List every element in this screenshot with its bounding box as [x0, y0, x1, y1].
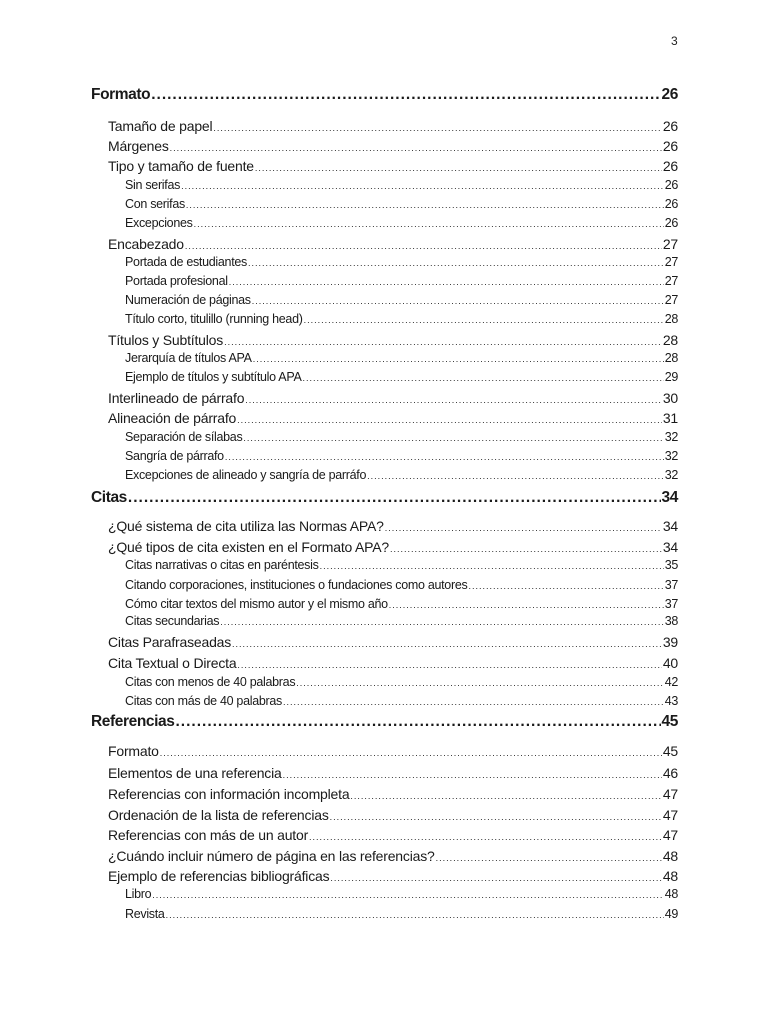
toc-dot-leader: [436, 853, 662, 863]
toc-entry-level-3[interactable]: [125, 907, 678, 921]
toc-dot-leader: [304, 315, 664, 325]
toc-dot-leader: [283, 770, 662, 780]
toc-entry-title: Citas narrativas o citas en paréntesis: [125, 558, 319, 572]
toc-entry-page-number: 38: [664, 614, 678, 628]
toc-entry-level-3[interactable]: [125, 293, 678, 307]
toc-entry-level-2[interactable]: [108, 332, 678, 348]
toc-entry-title: Sangría de párrafo: [125, 449, 224, 463]
toc-dot-leader: [248, 258, 664, 268]
toc-entry-title: Referencias: [91, 713, 175, 730]
toc-entry-title: Títulos y Subtítulos: [108, 332, 224, 348]
toc-entry-page-number: 35: [664, 558, 678, 572]
toc-entry-title: Libro: [125, 887, 152, 901]
toc-entry-level-2[interactable]: [108, 868, 678, 884]
toc-entry-page-number: 47: [662, 786, 678, 802]
toc-entry-page-number: 32: [664, 449, 678, 463]
toc-entry-level-3[interactable]: [125, 351, 678, 365]
toc-entry-page-number: 40: [662, 655, 678, 671]
toc-entry-title: Sin serifas: [125, 178, 181, 192]
toc-dot-leader: [237, 415, 662, 425]
toc-entry-level-2[interactable]: [108, 158, 678, 174]
toc-entry-title: Citas Parafraseadas: [108, 634, 232, 650]
toc-dot-leader: [194, 219, 664, 229]
toc-entry-page-number: 27: [664, 255, 678, 269]
toc-entry-title: Citas con menos de 40 palabras: [125, 675, 296, 689]
toc-dot-leader: [170, 143, 662, 153]
toc-entry-page-number: 28: [664, 312, 678, 326]
toc-entry-level-3[interactable]: [125, 675, 678, 689]
toc-dot-leader: [245, 395, 662, 405]
toc-entry-page-number: 29: [664, 370, 678, 384]
toc-entry-title: Interlineado de párrafo: [108, 390, 245, 406]
toc-entry-level-3[interactable]: [125, 216, 678, 230]
toc-entry-level-3[interactable]: [125, 578, 678, 592]
toc-dot-leader: [152, 890, 663, 900]
toc-entry-page-number: 26: [664, 178, 678, 192]
toc-entry-title: Ordenación de la lista de referencias: [108, 807, 329, 823]
toc-entry-level-2[interactable]: [108, 655, 678, 671]
toc-dot-leader: [186, 200, 664, 210]
toc-entry-level-2[interactable]: [108, 807, 678, 823]
toc-entry-page-number: 34: [662, 539, 678, 555]
toc-entry-level-3[interactable]: [125, 430, 678, 444]
toc-entry-page-number: 26: [662, 158, 678, 174]
toc-dot-leader: [367, 471, 664, 481]
toc-entry-title: Numeración de páginas: [125, 293, 251, 307]
toc-entry-level-1[interactable]: [91, 489, 678, 507]
toc-dot-leader: [255, 163, 662, 173]
toc-dot-leader: [232, 639, 662, 649]
toc-entry-title: Portada de estudiantes: [125, 255, 247, 269]
toc-entry-title: Tamaño de papel: [108, 118, 213, 134]
toc-entry-page-number: 45: [661, 713, 678, 730]
toc-dot-leader: [229, 277, 664, 287]
toc-entry-page-number: 30: [662, 390, 678, 406]
toc-entry-title: Excepciones: [125, 216, 193, 230]
toc-entry-level-2[interactable]: [108, 827, 678, 843]
toc-entry-page-number: 27: [664, 293, 678, 307]
toc-dot-leader: [243, 433, 663, 443]
toc-entry-page-number: 43: [664, 694, 678, 708]
toc-entry-title: Tipo y tamaño de fuente: [108, 158, 254, 174]
toc-entry-level-3[interactable]: [125, 614, 678, 628]
toc-entry-level-3[interactable]: [125, 597, 678, 611]
toc-entry-title: Separación de sílabas: [125, 430, 243, 444]
toc-entry-title: Título corto, titulillo (running head): [125, 312, 303, 326]
toc-entry-page-number: 48: [664, 887, 678, 901]
toc-entry-page-number: 32: [664, 430, 678, 444]
page-number: 3: [671, 34, 678, 48]
toc-dot-leader: [385, 523, 662, 533]
toc-entry-level-2[interactable]: [108, 848, 678, 864]
toc-entry-level-3[interactable]: [125, 468, 678, 482]
toc-dot-leader: [302, 373, 663, 383]
toc-entry-page-number: 32: [664, 468, 678, 482]
toc-dot-leader: [220, 617, 663, 627]
toc-entry-page-number: 42: [664, 675, 678, 689]
toc-dot-leader: [320, 561, 664, 571]
toc-entry-level-2[interactable]: [108, 410, 678, 426]
toc-entry-page-number: 39: [662, 634, 678, 650]
toc-entry-title: Formato: [108, 743, 159, 759]
toc-dot-leader: [253, 354, 664, 364]
toc-dot-leader: [389, 600, 664, 610]
toc-dot-leader: [128, 489, 661, 507]
toc-entry-page-number: 28: [664, 351, 678, 365]
toc-entry-page-number: 46: [662, 765, 678, 781]
toc-entry-page-number: 34: [661, 489, 678, 506]
toc-entry-level-3[interactable]: [125, 197, 678, 211]
toc-entry-level-2[interactable]: [108, 138, 678, 154]
toc-entry-page-number: 27: [664, 274, 678, 288]
toc-entry-level-3[interactable]: [125, 274, 678, 288]
toc-entry-level-2[interactable]: [108, 236, 678, 252]
toc-entry-page-number: 26: [664, 216, 678, 230]
toc-entry-level-2[interactable]: [108, 518, 678, 534]
toc-dot-leader: [185, 241, 662, 251]
toc-entry-title: ¿Qué sistema de cita utiliza las Normas APA?: [108, 518, 384, 534]
toc-entry-title: Cita Textual o Directa: [108, 655, 237, 671]
toc-entry-title: Ejemplo de títulos y subtítulo APA: [125, 370, 302, 384]
toc-entry-level-3[interactable]: [125, 887, 678, 901]
toc-entry-title: Márgenes: [108, 138, 169, 154]
toc-dot-leader: [330, 873, 661, 883]
toc-entry-level-2[interactable]: [108, 786, 678, 802]
toc-dot-leader: [225, 452, 664, 462]
toc-entry-title: ¿Cuándo incluir número de página en las referencias?: [108, 848, 435, 864]
toc-entry-title: ¿Qué tipos de cita existen en el Formato APA?: [108, 539, 390, 555]
toc-entry-level-1[interactable]: [91, 86, 678, 104]
toc-entry-page-number: 37: [664, 578, 678, 592]
toc-entry-level-2[interactable]: [108, 743, 678, 759]
toc-dot-leader: [224, 337, 662, 347]
toc-entry-title: Elementos de una referencia: [108, 765, 282, 781]
toc-entry-title: Portada profesional: [125, 274, 228, 288]
toc-entry-page-number: 34: [662, 518, 678, 534]
toc-dot-leader: [151, 86, 660, 104]
toc-entry-title: Citas secundarias: [125, 614, 220, 628]
toc-entry-page-number: 28: [662, 332, 678, 348]
toc-entry-title: Referencias con más de un autor: [108, 827, 309, 843]
toc-entry-page-number: 48: [662, 848, 678, 864]
toc-entry-page-number: 26: [661, 86, 678, 103]
toc-entry-level-3[interactable]: [125, 178, 678, 192]
toc-dot-leader: [296, 678, 663, 688]
toc-entry-level-3[interactable]: [125, 449, 678, 463]
toc-entry-page-number: 31: [662, 410, 678, 426]
toc-entry-level-2[interactable]: [108, 634, 678, 650]
toc-entry-title: Excepciones de alineado y sangría de parráfo: [125, 468, 367, 482]
toc-entry-page-number: 47: [662, 827, 678, 843]
toc-dot-leader: [213, 123, 661, 133]
toc-entry-level-3[interactable]: [125, 370, 678, 384]
toc-entry-page-number: 49: [664, 907, 678, 921]
toc-entry-page-number: 26: [664, 197, 678, 211]
toc-dot-leader: [390, 544, 662, 554]
toc-entry-level-3[interactable]: [125, 694, 678, 708]
toc-dot-leader: [330, 812, 662, 822]
toc-entry-page-number: 27: [662, 236, 678, 252]
toc-entry-level-3[interactable]: [125, 255, 678, 269]
toc-entry-title: Con serifas: [125, 197, 185, 211]
toc-dot-leader: [309, 832, 662, 842]
toc-entry-level-2[interactable]: [108, 539, 678, 555]
toc-dot-leader: [237, 660, 661, 670]
toc-entry-title: Citas con más de 40 palabras: [125, 694, 282, 708]
toc-entry-title: Referencias con información incompleta: [108, 786, 350, 802]
toc-entry-page-number: 26: [662, 138, 678, 154]
toc-entry-title: Alineación de párrafo: [108, 410, 237, 426]
toc-dot-leader: [181, 181, 664, 191]
toc-dot-leader: [160, 748, 662, 758]
toc-dot-leader: [468, 581, 663, 591]
toc-entry-page-number: 47: [662, 807, 678, 823]
toc-entry-title: Revista: [125, 907, 165, 921]
toc-entry-title: Citas: [91, 489, 127, 506]
toc-dot-leader: [175, 713, 660, 731]
toc-entry-title: Cómo citar textos del mismo autor y el mismo año: [125, 597, 388, 611]
toc-entry-level-2[interactable]: [108, 118, 678, 134]
toc-entry-page-number: 45: [662, 743, 678, 759]
toc-entry-level-2[interactable]: [108, 765, 678, 781]
toc-entry-page-number: 26: [662, 118, 678, 134]
toc-entry-page-number: 48: [662, 868, 678, 884]
toc-entry-title: Ejemplo de referencias bibliográficas: [108, 868, 330, 884]
toc-entry-page-number: 37: [664, 597, 678, 611]
toc-entry-title: Encabezado: [108, 236, 184, 252]
toc-entry-level-3[interactable]: [125, 312, 678, 326]
toc-dot-leader: [283, 697, 664, 707]
toc-dot-leader: [166, 910, 664, 920]
toc-entry-title: Citando corporaciones, instituciones o fundaciones como autores: [125, 578, 468, 592]
toc-entry-title: Formato: [91, 86, 151, 103]
toc-entry-level-2[interactable]: [108, 390, 678, 406]
toc-entry-level-3[interactable]: [125, 558, 678, 572]
toc-dot-leader: [252, 296, 664, 306]
toc-dot-leader: [350, 791, 661, 801]
toc-entry-level-1[interactable]: [91, 713, 678, 731]
toc-entry-title: Jerarquía de títulos APA: [125, 351, 252, 365]
